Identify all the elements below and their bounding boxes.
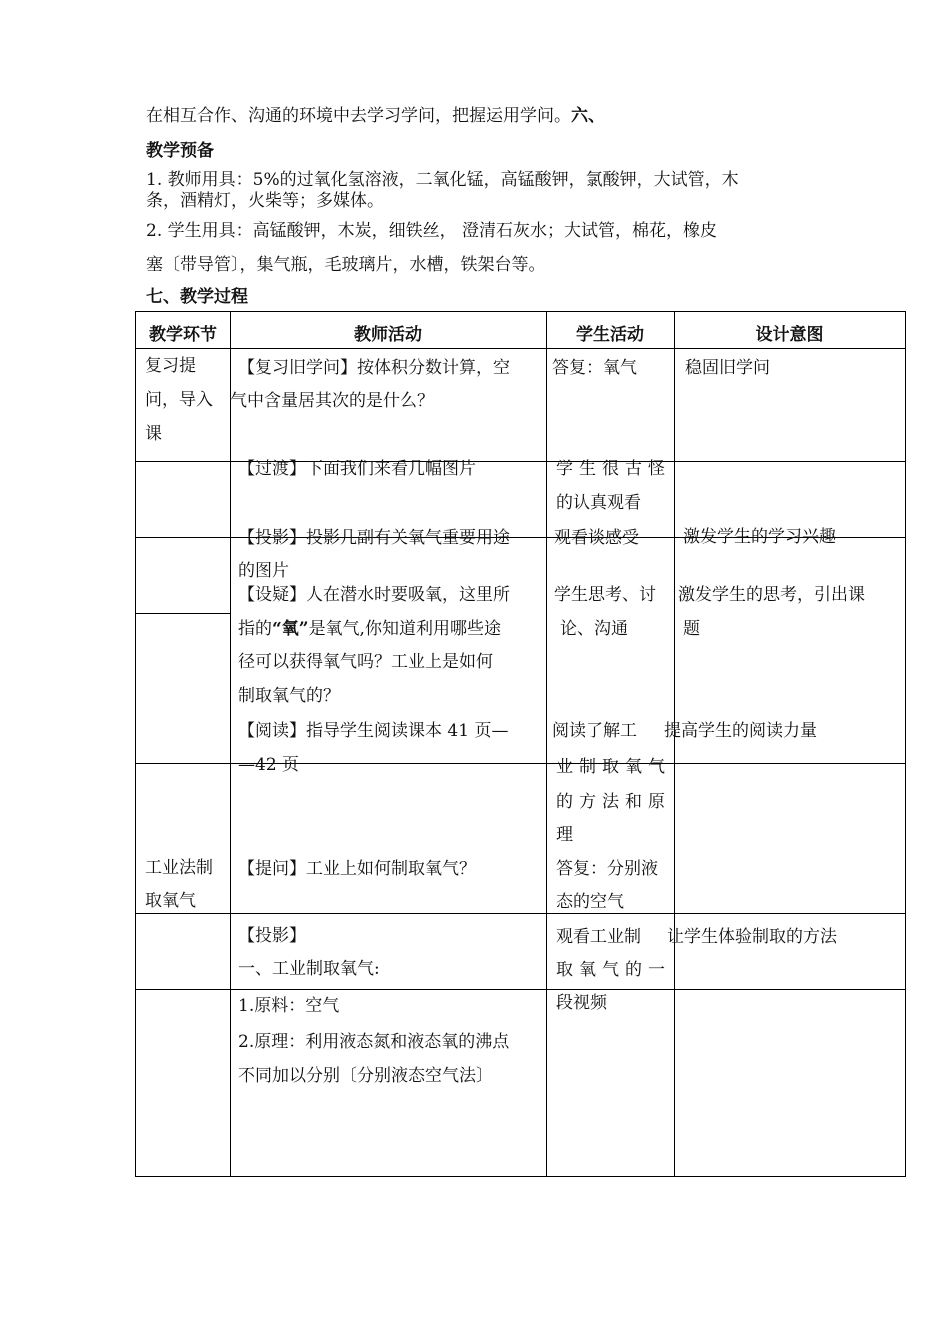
student-video-line2: 取氧气的一: [556, 960, 671, 980]
teacher-question-line2: [238, 619, 501, 639]
teacher-reading-line2: —42 页: [238, 755, 300, 775]
bold-oxygen: “氧”: [272, 619, 309, 639]
header-design-intent: 设计意图: [755, 325, 824, 345]
student-tools-line1: 2. 学生用具：高锰酸钾，木炭，细铁丝， 澄清石灰水；大试管，棉花，橡皮: [146, 221, 718, 241]
teacher-review-line2: 气中含量居其次的是什么？: [230, 391, 434, 411]
text-fragment: 是氧气,你知道利用哪些途: [308, 619, 501, 639]
row-divider: [135, 989, 906, 990]
teacher-question-line3: 径可以获得氧气吗？工业上是如何: [238, 652, 493, 672]
teacher-ask: 【提问】工业上如何制取氧气？: [238, 859, 476, 879]
teacher-tools-line2: 条，酒精灯，火柴等；多媒体。: [146, 191, 384, 211]
student-tools-line2: 塞〔带导管〕，集气瓶，毛玻璃片，水槽，铁架台等。: [146, 255, 546, 275]
teacher-projection2-line1: 【投影】: [238, 926, 306, 946]
teacher-principle-line2: 不同加以分别〔分别液态空气法〕: [238, 1066, 493, 1086]
teacher-principle-line1: 2.原理：利用液态氮和液态氧的沸点: [238, 1032, 510, 1052]
table-border-top: [135, 311, 906, 312]
student-answer2-line1: 答复：分别液: [556, 859, 658, 879]
student-answer-1: 答复：氧气: [552, 358, 637, 378]
teacher-review-line1: 【复习旧学问】按体积分数计算，空: [238, 358, 510, 378]
teacher-question-line1: 【设疑】人在潜水时要吸氧，这里所: [238, 585, 510, 605]
design-review: 稳固旧学问: [685, 358, 770, 378]
teacher-projection-line2: 的图片: [238, 561, 289, 581]
table-border-right: [905, 311, 906, 1177]
student-read-line3: 的方法和原: [556, 792, 671, 812]
section7-title: 七、教学过程: [146, 287, 248, 307]
student-video-line1: 观看工业制: [556, 927, 641, 947]
design-interest: 激发学生的学习兴趣: [683, 527, 836, 547]
intro-text: 在相互合作、沟通的环境中去学习学问，把握运用学问。: [146, 106, 571, 126]
teacher-projection-line1: 【投影】投影几副有关氧气重要用途: [238, 528, 510, 548]
table-border-left: [135, 311, 136, 1177]
teacher-projection2-line2: 一、工业制取氧气:: [238, 959, 380, 979]
stage-industrial-line1: 工业法制: [145, 858, 213, 878]
teacher-question-line4: 制取氧气的？: [238, 686, 340, 706]
student-read-line4: 理: [556, 825, 573, 845]
teacher-material: 1.原料：空气: [238, 996, 340, 1016]
col-divider: [674, 311, 675, 1177]
design-think-line2: 题: [683, 619, 700, 639]
student-think-line1: 学生思考、讨: [554, 585, 656, 605]
header-teacher-activity: 教师活动: [354, 325, 422, 345]
student-observe-line2: 的认真观看: [556, 493, 641, 513]
student-think-line2: 论、沟通: [560, 619, 628, 639]
student-observe-line1: 学生很古怪: [556, 459, 671, 479]
design-experience: 让学生体验制取的方法: [667, 927, 837, 947]
section6-number: 六、: [571, 106, 605, 126]
student-feel: 观看谈感受: [554, 528, 639, 548]
design-think-line1: 激发学生的思考，引出课: [678, 585, 865, 605]
text-fragment: 指的: [238, 619, 272, 639]
student-video-line3: 段视频: [556, 993, 607, 1013]
col-divider: [230, 311, 231, 1177]
row-divider: [135, 913, 906, 914]
teacher-transition: 【过渡】下面我们来看几幅图片: [238, 459, 476, 479]
table-border-bottom: [135, 1176, 906, 1177]
teacher-tools-line1: 1. 教师用具：5%的过氧化氢溶液，二氧化锰，高锰酸钾，氯酸钾，大试管，木: [146, 170, 739, 190]
stage-review-line1: 复习提: [145, 356, 196, 376]
stage-review-line2: 问，导入: [145, 390, 213, 410]
table-header-divider: [135, 348, 906, 349]
header-stage: 教学环节: [149, 325, 217, 345]
student-read-line1: 阅读了解工: [552, 721, 637, 741]
col-divider: [546, 311, 547, 1177]
student-answer2-line2: 态的空气: [556, 892, 624, 912]
stage-review-line3: 课: [145, 424, 162, 444]
row-divider: [135, 613, 231, 614]
intro-line: [146, 106, 605, 126]
student-read-line2: 业制取氧气: [556, 757, 671, 777]
section6-title: 教学预备: [146, 141, 214, 161]
header-student-activity: 学生活动: [576, 325, 644, 345]
teacher-reading-line1: 【阅读】指导学生阅读课本 41 页—: [238, 721, 509, 741]
stage-industrial-line2: 取氧气: [145, 891, 196, 911]
design-reading: 提高学生的阅读力量: [664, 721, 817, 741]
